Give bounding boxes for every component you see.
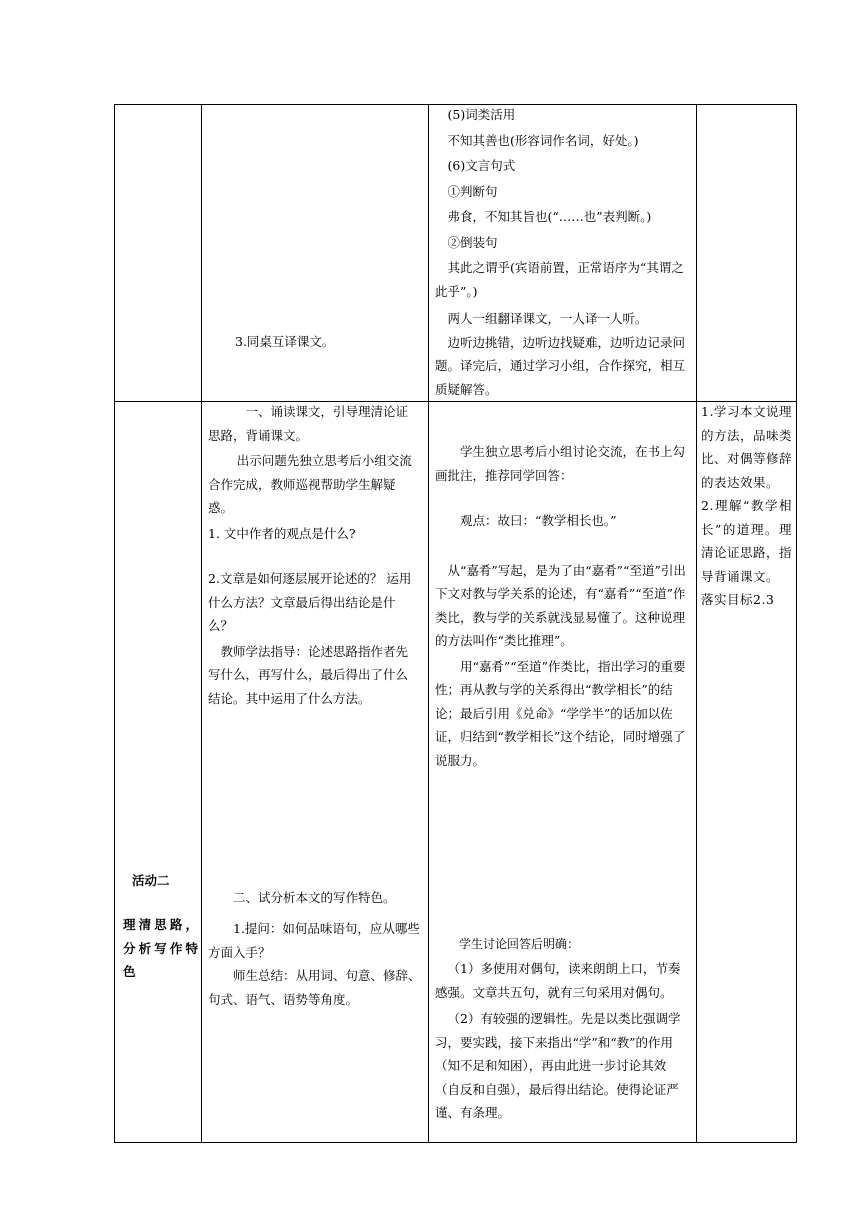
listening-tasks-text: 边听边挑错，边听边找疑难，边听边记录问题。译完后，通过学习小组，合作探究，相互质疑解答。 <box>435 334 686 397</box>
grammar-example-5: 不知其善也(形容词作名词，好处。) <box>447 132 639 148</box>
section-1-note: 出示问题先独立思考后小组交流合作完成，教师巡视帮助学生解疑惑。 <box>208 453 412 515</box>
grammar-heading-6: (6)文言句式 <box>447 158 516 173</box>
analysis-paragraph-2: 用“嘉肴”“至道”作类比，指出学习的重要性；再从教与学的关系得出“教学相长”的结论；最后引用《兑命》“学学半”的话加以佐证，归结到“教学相长”这个结论，同时增强了说服力。 <box>435 658 686 768</box>
teacher-summary: 师生总结：从用词、句意、修辞、句式、语气、语势等角度。 <box>208 968 421 1007</box>
activity-title: 活动二 <box>132 873 170 888</box>
student-viewpoint: 观点：故曰：“教学相长也。” <box>460 513 617 528</box>
grammar-heading-5: (5)词类活用 <box>447 107 516 122</box>
sentence-type-judgement: ①判断句 <box>447 183 498 199</box>
section-1-title: 一、诵读课文，引导理清论证思路，背诵课文。 <box>208 404 409 443</box>
student-activity-cell <box>429 402 697 1143</box>
student-activity-cell <box>429 105 697 402</box>
goals-cell-empty <box>697 105 797 402</box>
goal-3: 落实目标2.3 <box>701 592 775 607</box>
sentence-type-inversion: ②倒装句 <box>447 234 498 250</box>
activity-subtitle: 理清思路，分析写作特色 <box>123 917 199 979</box>
goal-1: 1.学习本文说理的方法，品味类比、对偶等修辞的表达效果。 <box>701 404 793 490</box>
table-row-activity-2 <box>115 402 797 1143</box>
writing-feature-2: （2）有较强的逻辑性。先是以类比强调学习，要实践，接下来指出“学”和“教”的作用（知不足和知困），再由此进一步讨论其效（自反和自强），最后得出结论。使得论证严谨、有条理。 <box>435 1011 681 1120</box>
learning-goals-cell <box>697 402 797 1143</box>
activity-cell-empty <box>115 105 202 402</box>
student-intro: 学生独立思考后小组讨论交流，在书上勾画批注，推荐同学回答： <box>435 444 686 483</box>
teacher-activity-cell <box>202 402 429 1143</box>
question-2: 2.文章是如何逐层展开论述的？ 运用什么方法？文章最后得出结论是什么？ <box>208 571 412 633</box>
writing-feature-1: （1）多使用对偶句，读来朗朗上口，节奏感强。文章共五句，就有三句采用对偶句。 <box>435 961 681 1000</box>
goal-2: 2.理解“教学相长”的道理。理清论证思路，指导背诵课文。 <box>701 498 793 584</box>
section-2-title: 二、试分析本文的写作特色。 <box>233 890 396 905</box>
question-3: 1.提问：如何品味语句，应从哪些方面入手？ <box>208 921 420 960</box>
teacher-item-3: 3.同桌互译课文。 <box>235 334 335 349</box>
teacher-guidance: 教师学法指导：论述思路指作者先写什么，再写什么，最后得出了什么结论。其中运用了什么方法。 <box>208 643 409 706</box>
discussion-conclusion: 学生讨论回答后明确： <box>459 937 580 951</box>
table-row-continued <box>115 105 797 402</box>
judgement-example: 弗食，不知其旨也(“……也”表判断。) <box>447 209 652 224</box>
teacher-activity-cell <box>202 105 429 402</box>
analysis-paragraph-1: 从“嘉肴”写起，是为了由“嘉肴”“至道”引出下文对教与学关系的论述，有“嘉肴”“至道”作类比，教与学的关系就浅显易懂了。这种说理的方法叫作“类比推理”。 <box>435 562 686 648</box>
activity-label-cell <box>115 402 202 1143</box>
question-1: 1. 文中作者的观点是什么? <box>208 525 356 541</box>
inversion-example: 其此之谓乎(宾语前置，正常语序为“其谓之此乎”。) <box>435 260 684 299</box>
lesson-plan-table <box>114 104 797 1143</box>
pair-translation-text: 两人一组翻译课文，一人译一人听。 <box>447 311 648 326</box>
